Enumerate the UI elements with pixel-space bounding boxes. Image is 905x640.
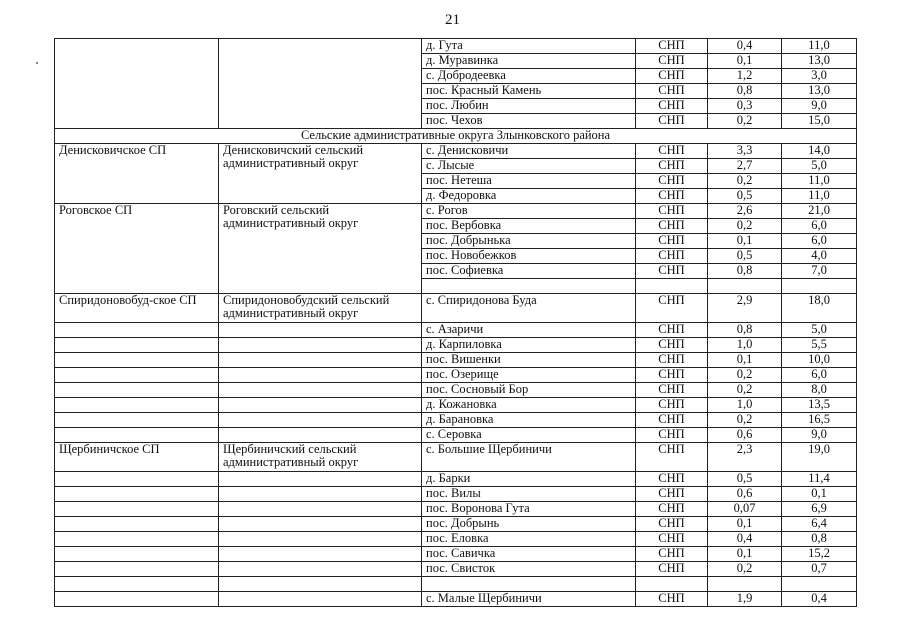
value-cell: 0,8 xyxy=(708,84,782,99)
table-row xyxy=(55,353,857,368)
settlement-cell: пос. Вишенки xyxy=(422,353,636,368)
value-cell: 8,0 xyxy=(782,383,857,398)
value-cell: 6,9 xyxy=(782,502,857,517)
value-cell: 5,0 xyxy=(782,159,857,174)
value-cell: 13,0 xyxy=(782,54,857,69)
type-cell: СНП xyxy=(636,99,708,114)
type-cell: СНП xyxy=(636,174,708,189)
value-cell: 18,0 xyxy=(782,294,857,323)
table-row xyxy=(55,547,857,562)
type-cell: СНП xyxy=(636,219,708,234)
settlement-cell: пос. Воронова Гута xyxy=(422,502,636,517)
value-cell: 11,4 xyxy=(782,472,857,487)
scan-dot xyxy=(36,62,38,64)
value-cell: 13,0 xyxy=(782,84,857,99)
value-cell: 0,4 xyxy=(782,592,857,607)
value-cell: 0,5 xyxy=(708,472,782,487)
table-row xyxy=(55,204,857,219)
sp-cell xyxy=(55,428,219,443)
settlement-cell: с. Спиридонова Буда xyxy=(422,294,636,323)
sp-cell xyxy=(55,502,219,517)
value-cell: 3,0 xyxy=(782,69,857,84)
value-cell: 4,0 xyxy=(782,249,857,264)
okrug-cell xyxy=(219,383,422,398)
value-cell: 0,1 xyxy=(708,234,782,249)
okrug-cell xyxy=(219,517,422,532)
type-cell: СНП xyxy=(636,114,708,129)
type-cell: СНП xyxy=(636,532,708,547)
value-cell: 10,0 xyxy=(782,353,857,368)
value-cell: 0,5 xyxy=(708,249,782,264)
type-cell: СНП xyxy=(636,368,708,383)
type-cell: СНП xyxy=(636,189,708,204)
okrug-cell xyxy=(219,472,422,487)
sp-cell xyxy=(55,353,219,368)
settlement-cell xyxy=(422,279,636,294)
table-row xyxy=(55,577,857,592)
value-cell xyxy=(782,577,857,592)
table-row xyxy=(55,502,857,517)
type-cell: СНП xyxy=(636,159,708,174)
okrug-cell xyxy=(219,428,422,443)
value-cell: 16,5 xyxy=(782,413,857,428)
okrug-cell xyxy=(219,353,422,368)
type-cell: СНП xyxy=(636,562,708,577)
value-cell: 19,0 xyxy=(782,443,857,472)
okrug-cell xyxy=(219,592,422,607)
type-cell: СНП xyxy=(636,294,708,323)
type-cell: СНП xyxy=(636,234,708,249)
value-cell: 14,0 xyxy=(782,144,857,159)
section-header-row xyxy=(55,129,857,144)
value-cell: 9,0 xyxy=(782,99,857,114)
settlement-cell: с. Лысые xyxy=(422,159,636,174)
value-cell: 0,4 xyxy=(708,39,782,54)
sp-cell xyxy=(55,368,219,383)
sp-cell: Денисковичское СП xyxy=(55,144,219,204)
okrug-cell: Щербиничский сельский административный округ xyxy=(219,443,422,472)
type-cell: СНП xyxy=(636,264,708,279)
value-cell: 0,3 xyxy=(708,99,782,114)
settlement-cell: пос. Сосновый Бор xyxy=(422,383,636,398)
value-cell: 0,1 xyxy=(782,487,857,502)
okrug-cell xyxy=(219,577,422,592)
type-cell: СНП xyxy=(636,517,708,532)
okrug-cell xyxy=(219,562,422,577)
type-cell: СНП xyxy=(636,502,708,517)
table-row xyxy=(55,39,857,54)
value-cell: 0,2 xyxy=(708,368,782,383)
settlement-cell: пос. Озерище xyxy=(422,368,636,383)
settlement-cell xyxy=(422,577,636,592)
settlement-cell: д. Федоровка xyxy=(422,189,636,204)
table-row xyxy=(55,428,857,443)
okrug-cell xyxy=(219,338,422,353)
table-row xyxy=(55,413,857,428)
settlement-cell: с. Денисковичи xyxy=(422,144,636,159)
settlement-cell: пос. Любин xyxy=(422,99,636,114)
okrug-cell xyxy=(219,413,422,428)
settlement-cell: пос. Вилы xyxy=(422,487,636,502)
type-cell: СНП xyxy=(636,592,708,607)
type-cell: СНП xyxy=(636,39,708,54)
settlement-cell: пос. Еловка xyxy=(422,532,636,547)
value-cell: 0,2 xyxy=(708,174,782,189)
type-cell: СНП xyxy=(636,443,708,472)
value-cell: 21,0 xyxy=(782,204,857,219)
settlement-cell: с. Большие Щербиничи xyxy=(422,443,636,472)
value-cell: 1,2 xyxy=(708,69,782,84)
type-cell: СНП xyxy=(636,547,708,562)
table-row xyxy=(55,383,857,398)
okrug-cell xyxy=(219,39,422,129)
value-cell: 0,6 xyxy=(708,487,782,502)
value-cell: 6,4 xyxy=(782,517,857,532)
value-cell: 11,0 xyxy=(782,189,857,204)
settlement-cell: д. Гута xyxy=(422,39,636,54)
sp-cell xyxy=(55,562,219,577)
sp-cell: Роговское СП xyxy=(55,204,219,294)
value-cell: 7,0 xyxy=(782,264,857,279)
type-cell: СНП xyxy=(636,487,708,502)
sp-cell xyxy=(55,413,219,428)
value-cell: 2,7 xyxy=(708,159,782,174)
sp-cell xyxy=(55,472,219,487)
okrug-cell xyxy=(219,502,422,517)
settlement-cell: пос. Чехов xyxy=(422,114,636,129)
value-cell: 0,2 xyxy=(708,219,782,234)
table-row xyxy=(55,294,857,323)
value-cell: 0,2 xyxy=(708,114,782,129)
settlement-cell: пос. Вербовка xyxy=(422,219,636,234)
value-cell: 1,0 xyxy=(708,338,782,353)
value-cell: 11,0 xyxy=(782,174,857,189)
type-cell: СНП xyxy=(636,472,708,487)
okrug-cell xyxy=(219,398,422,413)
settlement-cell: с. Добродеевка xyxy=(422,69,636,84)
value-cell: 0,8 xyxy=(708,323,782,338)
value-cell: 0,4 xyxy=(708,532,782,547)
value-cell: 0,2 xyxy=(708,383,782,398)
settlement-cell: пос. Добрынька xyxy=(422,234,636,249)
section-header: Сельские административные округа Злынковского района xyxy=(55,129,857,144)
okrug-cell xyxy=(219,487,422,502)
value-cell: 5,5 xyxy=(782,338,857,353)
sp-cell xyxy=(55,592,219,607)
sp-cell xyxy=(55,338,219,353)
settlement-cell: пос. Красный Камень xyxy=(422,84,636,99)
value-cell: 0,2 xyxy=(708,413,782,428)
value-cell: 0,1 xyxy=(708,517,782,532)
value-cell: 2,9 xyxy=(708,294,782,323)
table-row xyxy=(55,368,857,383)
type-cell: СНП xyxy=(636,144,708,159)
type-cell: СНП xyxy=(636,249,708,264)
value-cell xyxy=(708,577,782,592)
value-cell: 0,1 xyxy=(708,353,782,368)
sp-cell xyxy=(55,39,219,129)
value-cell: 0,8 xyxy=(782,532,857,547)
sp-cell: Спиридоновобуд-ское СП xyxy=(55,294,219,323)
table-row xyxy=(55,398,857,413)
settlements-table xyxy=(54,38,857,607)
settlement-cell: пос. Нетеша xyxy=(422,174,636,189)
table-row xyxy=(55,487,857,502)
value-cell: 6,0 xyxy=(782,219,857,234)
settlement-cell: с. Серовка xyxy=(422,428,636,443)
settlement-cell: д. Муравинка xyxy=(422,54,636,69)
settlement-cell: пос. Софиевка xyxy=(422,264,636,279)
table-row xyxy=(55,517,857,532)
okrug-cell: Роговский сельский административный округ xyxy=(219,204,422,294)
value-cell: 15,2 xyxy=(782,547,857,562)
value-cell: 15,0 xyxy=(782,114,857,129)
value-cell: 0,1 xyxy=(708,54,782,69)
value-cell xyxy=(782,279,857,294)
settlement-cell: с. Азаричи xyxy=(422,323,636,338)
settlement-cell: д. Кожановка xyxy=(422,398,636,413)
type-cell: СНП xyxy=(636,323,708,338)
type-cell: СНП xyxy=(636,338,708,353)
value-cell: 3,3 xyxy=(708,144,782,159)
sp-cell xyxy=(55,323,219,338)
value-cell: 0,2 xyxy=(708,562,782,577)
value-cell: 2,3 xyxy=(708,443,782,472)
okrug-cell xyxy=(219,323,422,338)
settlement-cell: д. Барановка xyxy=(422,413,636,428)
type-cell: СНП xyxy=(636,398,708,413)
okrug-cell xyxy=(219,547,422,562)
value-cell: 0,8 xyxy=(708,264,782,279)
type-cell: СНП xyxy=(636,428,708,443)
sp-cell xyxy=(55,517,219,532)
table-row xyxy=(55,592,857,607)
okrug-cell: Денисковичский сельский административный округ xyxy=(219,144,422,204)
value-cell: 0,07 xyxy=(708,502,782,517)
okrug-cell: Спиридоновобудский сельский административный округ xyxy=(219,294,422,323)
sp-cell xyxy=(55,383,219,398)
value-cell xyxy=(708,279,782,294)
settlement-cell: с. Рогов xyxy=(422,204,636,219)
value-cell: 9,0 xyxy=(782,428,857,443)
table-row xyxy=(55,562,857,577)
value-cell: 6,0 xyxy=(782,234,857,249)
sp-cell xyxy=(55,547,219,562)
settlement-cell: с. Малые Щербиничи xyxy=(422,592,636,607)
table-row xyxy=(55,144,857,159)
type-cell: СНП xyxy=(636,84,708,99)
settlement-cell: д. Барки xyxy=(422,472,636,487)
value-cell: 0,5 xyxy=(708,189,782,204)
type-cell xyxy=(636,577,708,592)
value-cell: 0,6 xyxy=(708,428,782,443)
settlement-cell: д. Карпиловка xyxy=(422,338,636,353)
type-cell: СНП xyxy=(636,413,708,428)
type-cell: СНП xyxy=(636,353,708,368)
value-cell: 5,0 xyxy=(782,323,857,338)
page-number: 21 xyxy=(445,12,460,28)
table-row xyxy=(55,532,857,547)
table-row xyxy=(55,338,857,353)
type-cell xyxy=(636,279,708,294)
sp-cell xyxy=(55,398,219,413)
value-cell: 0,7 xyxy=(782,562,857,577)
sp-cell xyxy=(55,577,219,592)
sp-cell xyxy=(55,532,219,547)
sp-cell xyxy=(55,487,219,502)
type-cell: СНП xyxy=(636,69,708,84)
value-cell: 2,6 xyxy=(708,204,782,219)
value-cell: 6,0 xyxy=(782,368,857,383)
type-cell: СНП xyxy=(636,204,708,219)
okrug-cell xyxy=(219,368,422,383)
value-cell: 11,0 xyxy=(782,39,857,54)
table-row xyxy=(55,443,857,472)
settlement-cell: пос. Савичка xyxy=(422,547,636,562)
value-cell: 13,5 xyxy=(782,398,857,413)
table-row xyxy=(55,472,857,487)
type-cell: СНП xyxy=(636,383,708,398)
value-cell: 1,0 xyxy=(708,398,782,413)
value-cell: 0,1 xyxy=(708,547,782,562)
type-cell: СНП xyxy=(636,54,708,69)
settlement-cell: пос. Добрынь xyxy=(422,517,636,532)
value-cell: 1,9 xyxy=(708,592,782,607)
okrug-cell xyxy=(219,532,422,547)
settlement-cell: пос. Свисток xyxy=(422,562,636,577)
settlement-cell: пос. Новобежков xyxy=(422,249,636,264)
sp-cell: Щербиничское СП xyxy=(55,443,219,472)
table-row xyxy=(55,323,857,338)
